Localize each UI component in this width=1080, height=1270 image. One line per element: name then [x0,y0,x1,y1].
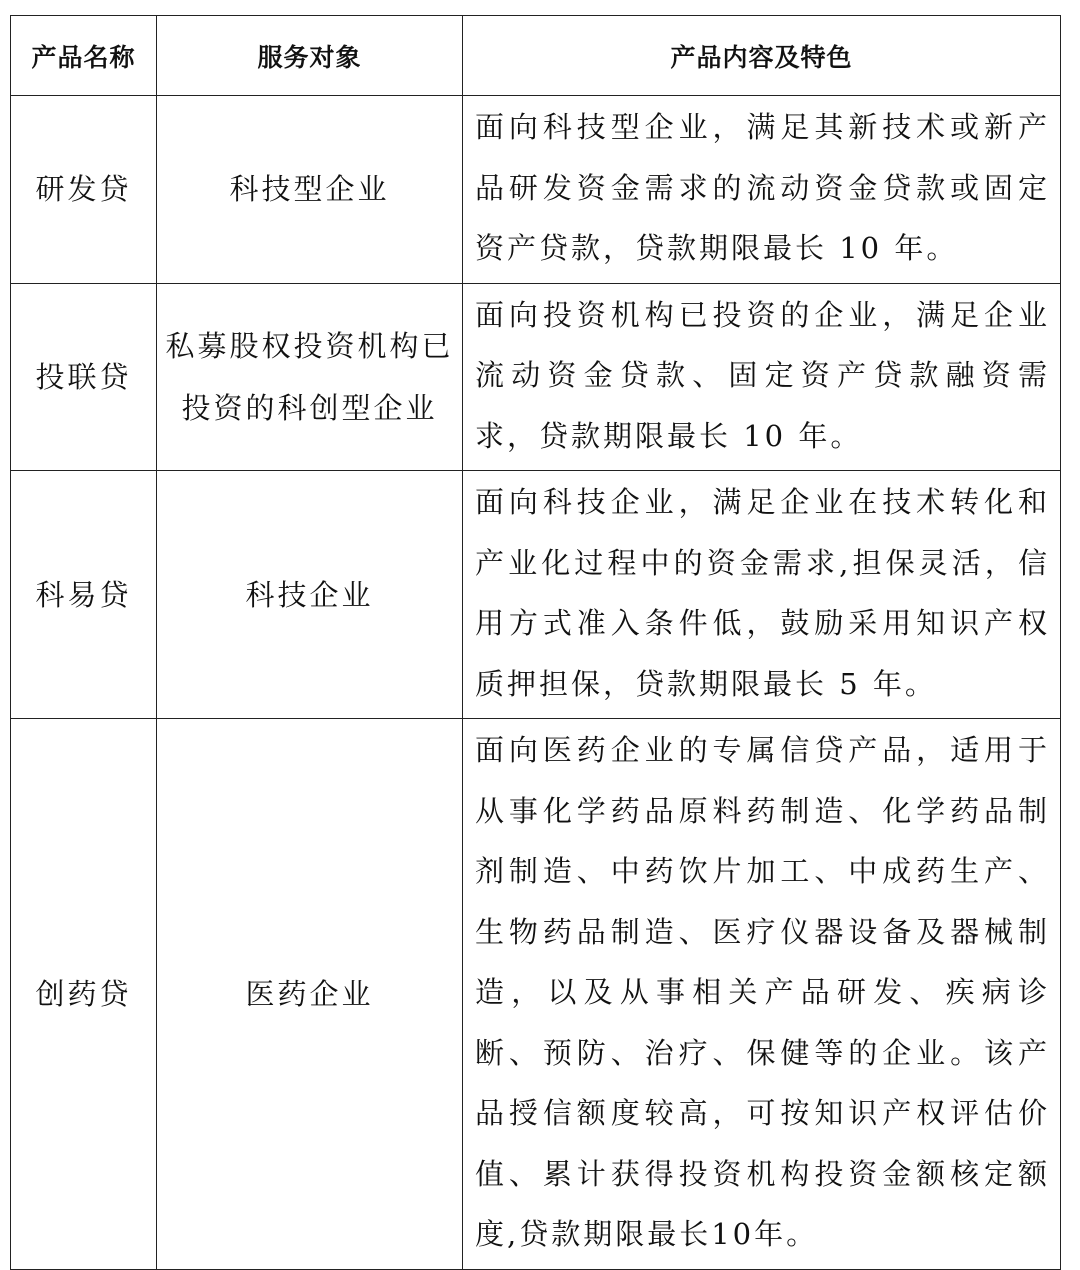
product-content-cell: 面向投资机构已投资的企业，满足企业流动资金贷款、固定资产贷款融资需求，贷款期限最长 10 年。 [463,283,1061,471]
header-service-target: 服务对象 [157,16,463,96]
service-target-cell [157,96,463,284]
table-row [11,471,1061,719]
header-product-content: 产品内容及特色 [463,16,1061,96]
product-name-cell: 投联贷 [11,283,157,471]
service-target-cell [157,283,463,471]
product-name-cell: 研发贷 [11,96,157,284]
service-target-text: 科技企业 [245,577,374,612]
table-header-row [11,16,1061,96]
service-target-text: 科技型企业 [229,172,390,207]
loan-products-table [10,15,1061,1270]
product-name-cell: 创药贷 [11,719,157,1270]
service-target-cell [157,471,463,719]
service-target-text: 医药企业 [245,976,374,1011]
service-target-text: 私募股权投资机构已投资的科创型企业 [165,328,454,425]
table-row [11,96,1061,284]
product-content-cell: 面向科技企业，满足企业在技术转化和产业化过程中的资金需求,担保灵活，信用方式准入条件低，鼓励采用知识产权质押担保，贷款期限最长 5 年。 [463,471,1061,719]
product-name-cell: 科易贷 [11,471,157,719]
table-row [11,283,1061,471]
table-row [11,719,1061,1270]
header-product-name: 产品名称 [11,16,157,96]
product-content-cell: 面向医药企业的专属信贷产品，适用于从事化学药品原料药制造、化学药品制剂制造、中药饮片加工、中成药生产、生物药品制造、医疗仪器设备及器械制造，以及从事相关产品研发、疾病诊断、预防、治疗、保健等的企业。该产品授信额度较高，可按知识产权评估价值、累计获得投资机构投资金额核定额度,贷款期限最长10年。 [463,719,1061,1270]
product-content-cell: 面向科技型企业，满足其新技术或新产品研发资金需求的流动资金贷款或固定资产贷款，贷款期限最长 10 年。 [463,96,1061,284]
service-target-cell [157,719,463,1270]
